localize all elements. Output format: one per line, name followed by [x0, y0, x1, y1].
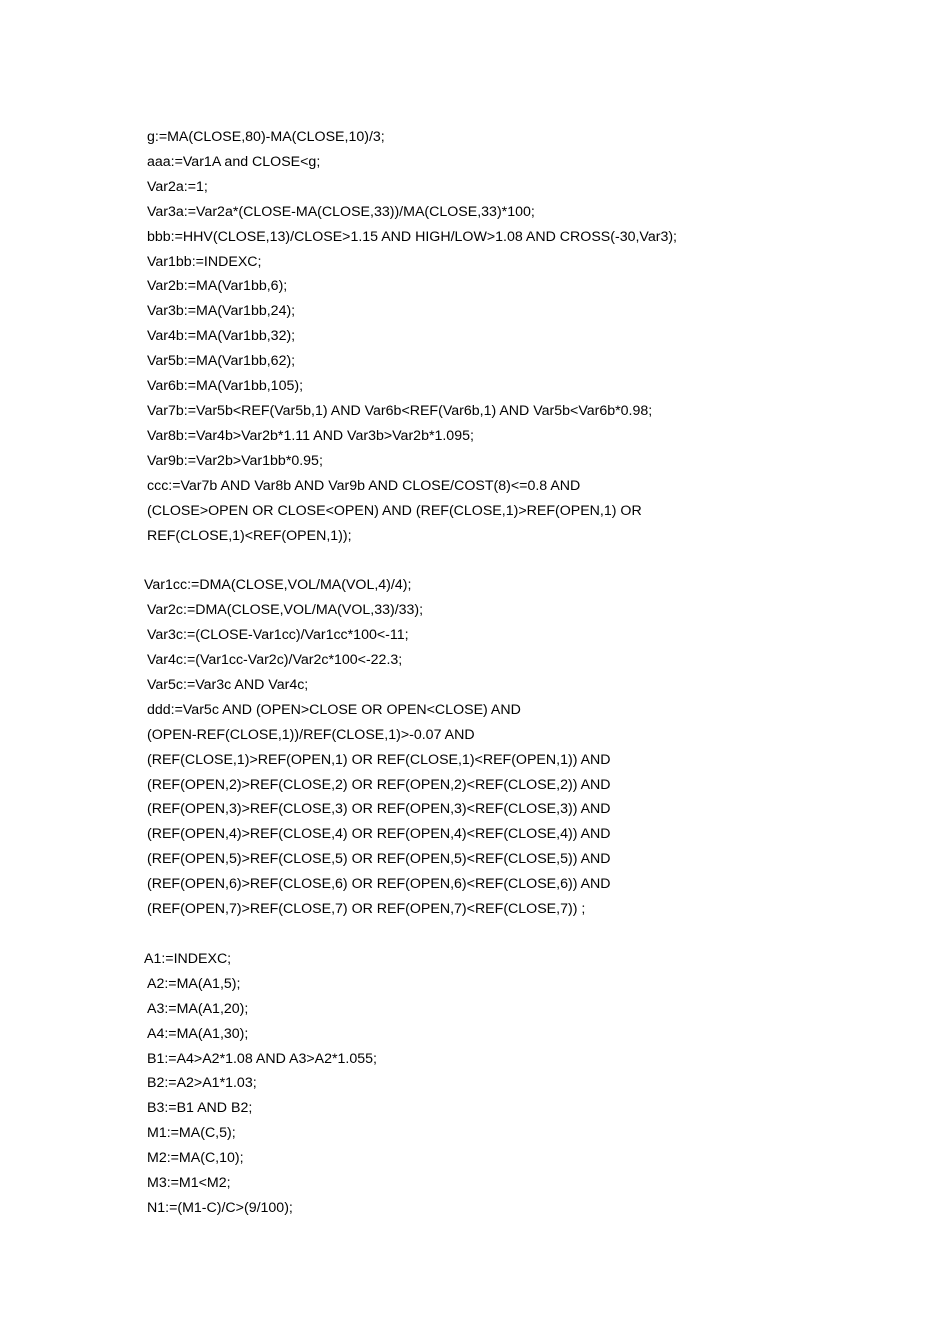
- blank-line: [144, 548, 904, 573]
- code-line: (REF(OPEN,5)>REF(CLOSE,5) OR REF(OPEN,5)<REF(CLOSE,5)) AND: [147, 851, 611, 868]
- code-line: (OPEN-REF(CLOSE,1))/REF(CLOSE,1)>-0.07 AND: [147, 726, 475, 743]
- code-line: aaa:=Var1A and CLOSE<g;: [147, 153, 321, 170]
- code-line: Var9b:=Var2b>Var1bb*0.95;: [147, 452, 323, 469]
- code-line: (REF(OPEN,4)>REF(CLOSE,4) OR REF(OPEN,4)<REF(CLOSE,4)) AND: [147, 826, 611, 843]
- code-line: Var2a:=1;: [147, 178, 208, 195]
- code-line: Var1bb:=INDEXC;: [147, 253, 262, 270]
- code-line: (REF(OPEN,3)>REF(CLOSE,3) OR REF(OPEN,3)<REF(CLOSE,3)) AND: [147, 801, 611, 818]
- code-line: Var2b:=MA(Var1bb,6);: [147, 278, 288, 295]
- code-line: Var8b:=Var4b>Var2b*1.11 AND Var3b>Var2b*1.095;: [147, 427, 474, 444]
- code-line: Var3b:=MA(Var1bb,24);: [147, 303, 296, 320]
- code-line: Var5c:=Var3c AND Var4c;: [147, 676, 309, 693]
- code-line: Var5b:=MA(Var1bb,62);: [147, 353, 296, 370]
- code-line: A2:=MA(A1,5);: [147, 975, 241, 992]
- code-line: g:=MA(CLOSE,80)-MA(CLOSE,10)/3;: [147, 129, 385, 145]
- code-line: ccc:=Var7b AND Var8b AND Var9b AND CLOSE/COST(8)<=0.8 AND: [147, 477, 581, 494]
- code-line: M1:=MA(C,5);: [147, 1125, 236, 1142]
- code-line: M2:=MA(C,10);: [147, 1150, 244, 1167]
- code-line: (CLOSE>OPEN OR CLOSE<OPEN) AND (REF(CLOSE,1)>REF(OPEN,1) OR: [147, 502, 642, 519]
- formula-code-block: [144, 125, 904, 1221]
- blank-line: [144, 922, 904, 947]
- code-line: (REF(OPEN,6)>REF(CLOSE,6) OR REF(OPEN,6)<REF(CLOSE,6)) AND: [147, 876, 611, 893]
- code-line: B3:=B1 AND B2;: [147, 1100, 253, 1117]
- code-line: B1:=A4>A2*1.08 AND A3>A2*1.055;: [147, 1050, 377, 1067]
- code-line: Var6b:=MA(Var1bb,105);: [147, 378, 304, 395]
- code-line: Var4c:=(Var1cc-Var2c)/Var2c*100<-22.3;: [147, 652, 403, 669]
- code-line: Var7b:=Var5b<REF(Var5b,1) AND Var6b<REF(Var6b,1) AND Var5b<Var6b*0.98;: [147, 402, 653, 419]
- code-line: (REF(OPEN,7)>REF(CLOSE,7) OR REF(OPEN,7)<REF(CLOSE,7)) ;: [147, 901, 586, 918]
- code-line: (REF(OPEN,2)>REF(CLOSE,2) OR REF(OPEN,2)<REF(CLOSE,2)) AND: [147, 776, 611, 793]
- code-line: Var3c:=(CLOSE-Var1cc)/Var1cc*100<-11;: [147, 627, 409, 644]
- code-line: Var2c:=DMA(CLOSE,VOL/MA(VOL,33)/33);: [147, 602, 424, 619]
- code-line: A3:=MA(A1,20);: [147, 1000, 249, 1017]
- code-line: bbb:=HHV(CLOSE,13)/CLOSE>1.15 AND HIGH/LOW>1.08 AND CROSS(-30,Var3);: [147, 228, 677, 245]
- code-line: B2:=A2>A1*1.03;: [147, 1075, 257, 1092]
- code-line: N1:=(M1-C)/C>(9/100);: [147, 1199, 293, 1216]
- code-line: Var4b:=MA(Var1bb,32);: [147, 328, 296, 345]
- code-line: Var3a:=Var2a*(CLOSE-MA(CLOSE,33))/MA(CLOSE,33)*100;: [147, 203, 535, 220]
- code-line: M3:=M1<M2;: [147, 1175, 231, 1192]
- code-line: A4:=MA(A1,30);: [147, 1025, 249, 1042]
- code-line: (REF(CLOSE,1)>REF(OPEN,1) OR REF(CLOSE,1)<REF(OPEN,1)) AND: [147, 751, 611, 768]
- code-line: A1:=INDEXC;: [144, 950, 232, 967]
- code-line: Var1cc:=DMA(CLOSE,VOL/MA(VOL,4)/4);: [144, 577, 412, 594]
- code-line: REF(CLOSE,1)<REF(OPEN,1));: [147, 527, 352, 544]
- code-line: ddd:=Var5c AND (OPEN>CLOSE OR OPEN<CLOSE) AND: [147, 701, 521, 718]
